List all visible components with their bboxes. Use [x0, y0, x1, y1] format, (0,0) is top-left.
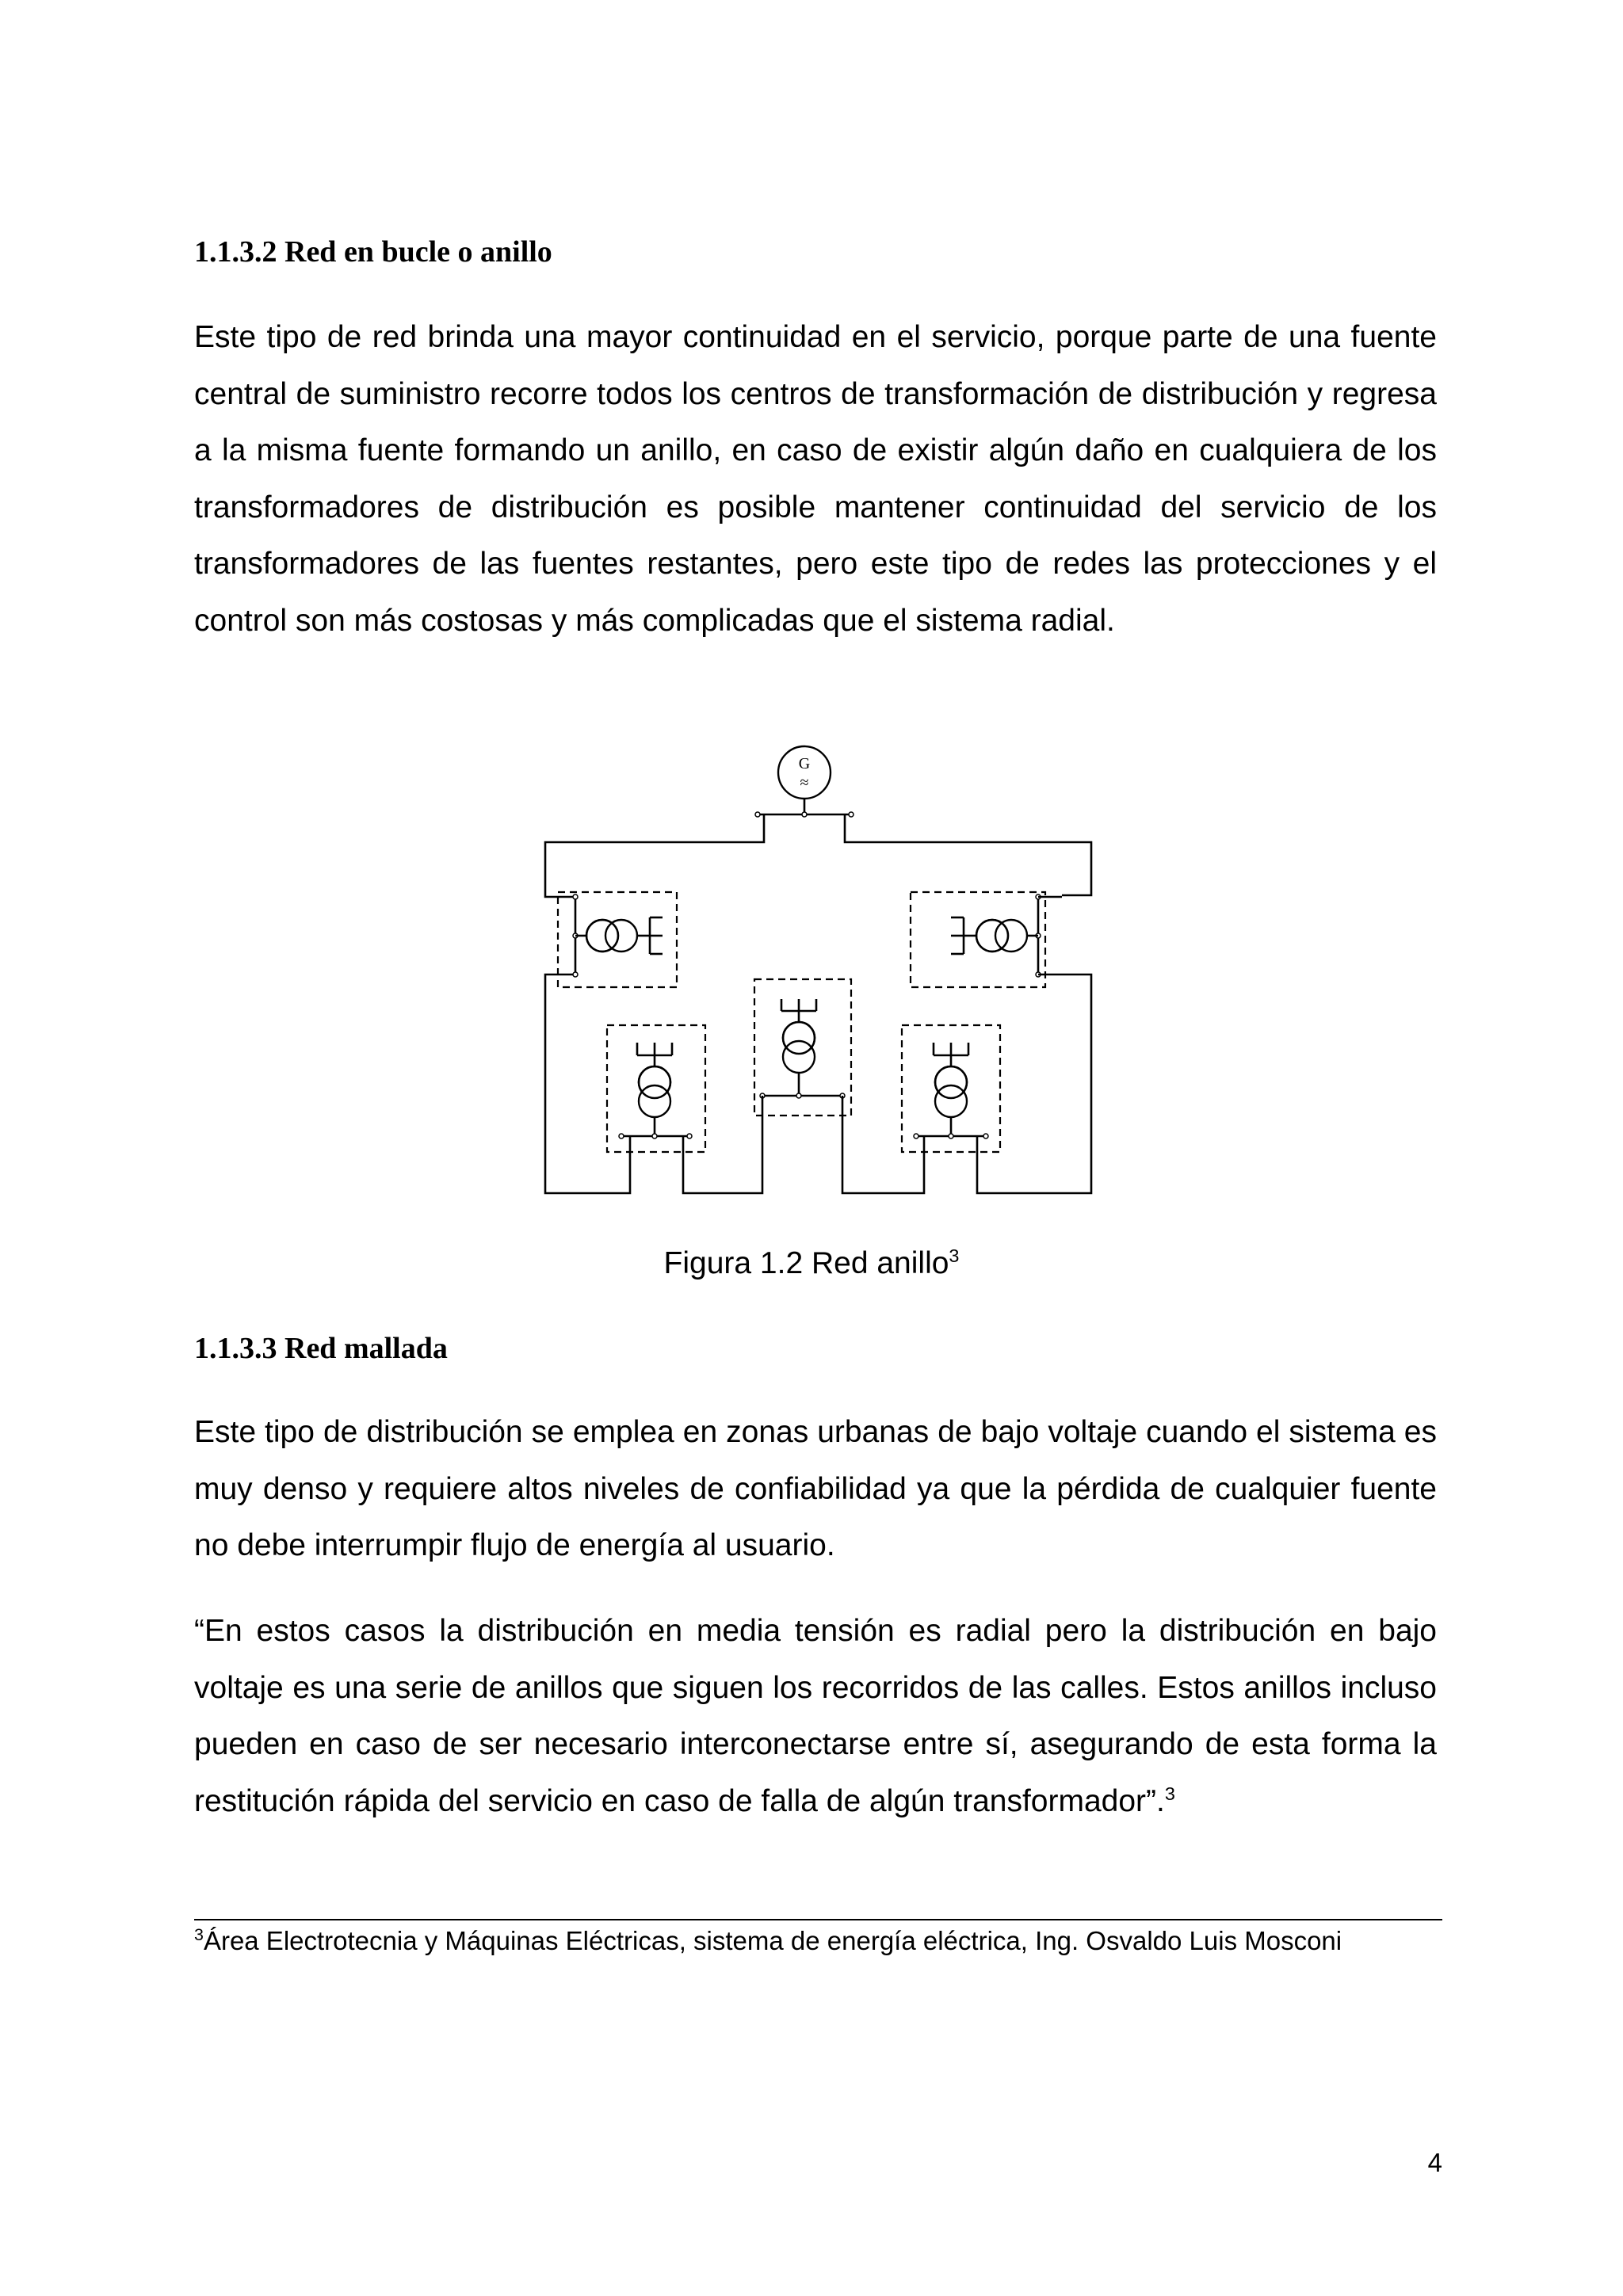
paragraph-mesh-network: Este tipo de distribución se emplea en zonas urbanas de bajo voltaje cuando el sistema es muy denso y requiere altos niveles de confiabilidad ya que la pérdida de cualquier fuente no debe interrumpir flujo de energía al usuario.	[194, 1415, 1437, 1562]
transformer-symbol	[639, 1066, 670, 1117]
generator-label: G	[798, 755, 811, 772]
page-number: 4	[1427, 2148, 1442, 2177]
substation-upper-right	[911, 892, 1062, 987]
transformer-symbol	[586, 920, 637, 952]
paragraph-mesh-quote: “En estos casos la distribución en media tensión es radial pero la distribución en bajo voltaje es una serie de anillos que siguen los recorridos de las calles. Estos anillos incluso pueden en caso de ser necesario interconectarse entre sí, asegurando de esta forma la restitución rápida del servicio en caso de falla de algún transformador”.$^3$	[194, 1614, 1437, 1818]
quote-footnote-ref[interactable]: 3	[1164, 1783, 1175, 1804]
figure-caption: Figura 1.2 Red anillo$^3$	[663, 1245, 960, 1280]
footnote-marker: 3	[194, 1925, 204, 1944]
generator-symbol	[778, 746, 831, 799]
section-heading-mesh-network: 1.1.3.3 Red mallada	[194, 1332, 448, 1365]
section-heading-ring-network: 1.1.3.2 Red en bucle o anillo	[194, 235, 552, 269]
transformer-symbol	[976, 920, 1027, 952]
substation-lower-right	[902, 1025, 1000, 1152]
footnote: $^3$Área Electrotecnia y Máquinas Eléctricas, sistema de energía eléctrica, Ing. Osvaldo Luis Mosconi	[194, 1925, 1342, 1955]
ring-network-diagram	[523, 735, 1109, 1211]
paragraph-ring-network: Este tipo de red brinda una mayor continuidad en el servicio, porque parte de una fuente central de suministro recorre todos los centros de transformación de distribución y regresa a la misma fuente formando un anillo, en caso de existir algún daño en cualquiera de los transformadores de distribución es posible mantener continuidad del servicio de los transformadores de las fuentes restantes, pero este tipo de redes las protecciones y el control son más costosas y más complicadas que el sistema radial.	[194, 320, 1437, 638]
substation-lower-left	[607, 1025, 705, 1152]
generator-ac-symbol: ≈	[800, 774, 809, 791]
substation-center	[754, 979, 851, 1116]
caption-footnote-ref[interactable]: 3	[949, 1245, 960, 1266]
footnote-separator	[194, 1919, 1442, 1920]
substation-upper-left	[558, 892, 677, 987]
transformer-symbol	[935, 1066, 967, 1117]
transformer-symbol	[783, 1022, 815, 1073]
